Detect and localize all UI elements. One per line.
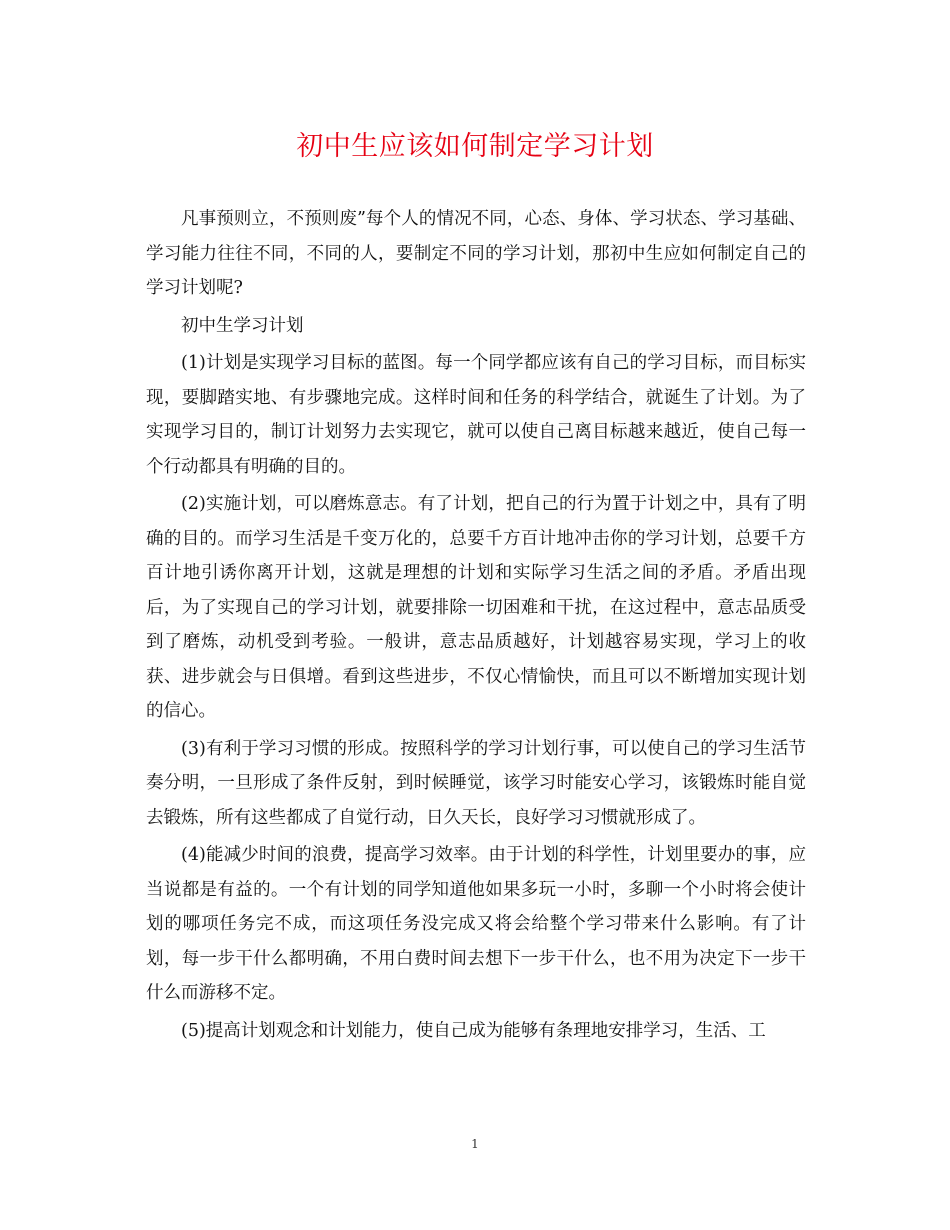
point-4-paragraph: (4)能减少时间的浪费，提高学习效率。由于计划的科学性，计划里要办的事，应当说都是有益的。一个有计划的同学知道他如果多玩一小时，多聊一个小时将会使计划的哪项任务完不成，而这项任务没完成又将会给整个学习带来什么影响。有了计划，每一步干什么都明确，不用白费时间去想下一步干什么，也不用为决定下一步干什么而游移不定。 — [146, 845, 806, 1003]
document-body — [146, 202, 806, 1048]
point-3-paragraph: (3)有利于学习习惯的形成。按照科学的学习计划行事，可以使自己的学习生活节奏分明，一旦形成了条件反射，到时候睡觉，该学习时能安心学习，该锻炼时能自觉去锻炼，所有这些都成了自觉行动，日久天长，良好学习习惯就形成了。 — [146, 738, 806, 828]
intro-paragraph: 凡事预则立，不预则废”每个人的情况不同，心态、身体、学习状态、学习基础、学习能力往往不同，不同的人，要制定不同的学习计划，那初中生应如何制定自己的学习计划呢? — [146, 209, 806, 298]
point-2-paragraph: (2)实施计划，可以磨炼意志。有了计划，把自己的行为置于计划之中，具有了明确的目的。而学习生活是千变万化的，总要千方百计地冲击你的学习计划，总要千方百计地引诱你离开计划，这就是理想的计划和实际学习生活之间的矛盾。矛盾出现后，为了实现自己的学习计划，就要排除一切困难和干扰，在这过程中，意志品质受到了磨炼，动机受到考验。一般讲，意志品质越好，计划越容易实现，学习上的收获、进步就会与日俱增。看到这些进步，不仅心情愉快，而且可以不断增加实现计划的信心。 — [146, 494, 806, 721]
point-5-paragraph: (5)提高计划观念和计划能力，使自己成为能够有条理地安排学习，生活、工 — [181, 1020, 766, 1041]
page-number: 1 — [471, 1137, 479, 1151]
section-heading: 初中生学习计划 — [181, 315, 304, 336]
document-title: 初中生应该如何制定学习计划 — [296, 131, 654, 162]
point-1-paragraph: (1)计划是实现学习目标的蓝图。每一个同学都应该有自己的学习目标，而目标实现，要脚踏实地、有步骤地完成。这样时间和任务的科学结合，就诞生了计划。为了实现学习目的，制订计划努力去实现它，就可以使自己离目标越来越近，使自己每一个行动都具有明确的目的。 — [146, 353, 806, 477]
